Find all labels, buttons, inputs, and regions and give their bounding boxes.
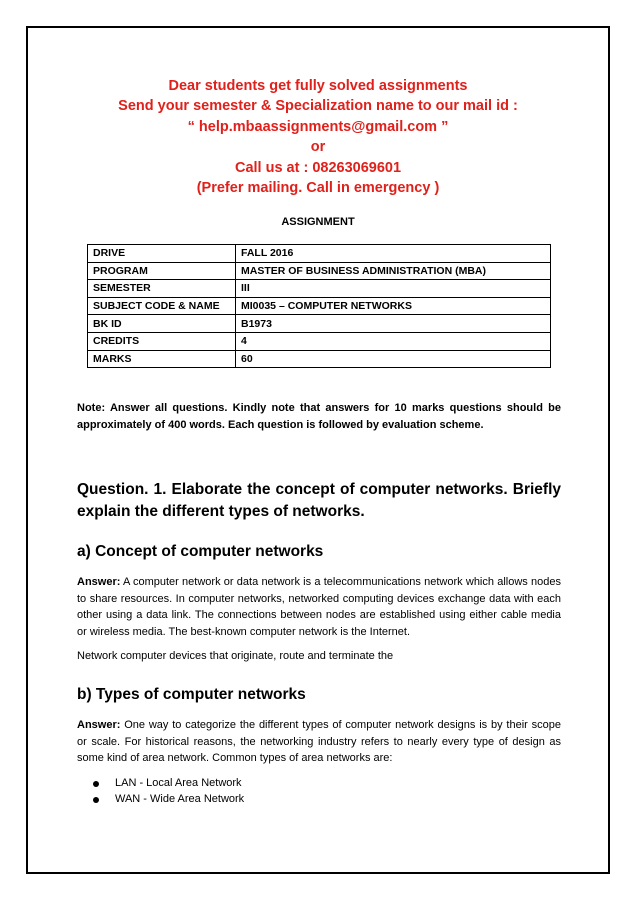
table-value: B1973: [236, 315, 551, 333]
answer-text: One way to categorize the different types of computer network designs is by their scope or scale. For historical reasons, the networking industry refers to nearly every type of design as some kind of area network. Common types of area networks are:: [77, 719, 561, 765]
table-value: MASTER OF BUSINESS ADMINISTRATION (MBA): [236, 262, 551, 280]
section-b-heading: b) Types of computer networks: [77, 686, 306, 703]
section-a-paragraph: Network computer devices that originate, route and terminate the: [77, 650, 394, 662]
table-value: 4: [236, 332, 551, 350]
table-key: SUBJECT CODE & NAME: [88, 297, 236, 315]
table-key: BK ID: [88, 315, 236, 333]
table-value: 60: [236, 350, 551, 368]
assignment-info-table: [87, 244, 551, 368]
table-row: [88, 280, 551, 298]
assignment-title: ASSIGNMENT: [281, 216, 355, 228]
bullet-icon: [93, 797, 99, 803]
answer-label: Answer:: [77, 719, 121, 731]
table-key: CREDITS: [88, 332, 236, 350]
contact-header: [28, 76, 608, 198]
table-key: SEMESTER: [88, 280, 236, 298]
list-item: [93, 792, 244, 808]
network-types-list: [93, 776, 244, 807]
question-1: Question. 1. Elaborate the concept of computer networks. Briefly explain the different types of networks.: [77, 481, 561, 520]
list-item: [93, 776, 244, 792]
bullet-icon: [93, 781, 99, 787]
header-line: (Prefer mailing. Call in emergency ): [196, 180, 440, 197]
section-a-heading: a) Concept of computer networks: [77, 543, 324, 560]
table-value: MI0035 – COMPUTER NETWORKS: [236, 297, 551, 315]
table-key: PROGRAM: [88, 262, 236, 280]
header-line: Send your semester & Specialization name to our mail id :: [118, 98, 518, 115]
table-row: [88, 315, 551, 333]
table-row: [88, 297, 551, 315]
note-text: Note: Answer all questions. Kindly note that answers for 10 marks questions should be approximately of 400 words. Each question is followed by evaluation scheme.: [77, 402, 561, 431]
table-key: MARKS: [88, 350, 236, 368]
table-row: [88, 332, 551, 350]
header-email: “ help.mbaassignments@gmail.com ”: [187, 118, 449, 135]
table-value: FALL 2016: [236, 245, 551, 263]
table-key: DRIVE: [88, 245, 236, 263]
section-a-answer: [77, 574, 561, 641]
answer-text: A computer network or data network is a telecommunications network which allows nodes to share resources. In computer networks, networked computing devices exchange data with each other using a data link. The connections between nodes are established using either cable media or wireless media. The best-known computer network is the Internet.: [77, 576, 561, 639]
section-b-answer: [77, 717, 561, 767]
table-value: III: [236, 280, 551, 298]
table-row: [88, 350, 551, 368]
header-line: Dear students get fully solved assignments: [168, 78, 468, 94]
list-item-text: WAN - Wide Area Network: [115, 792, 245, 805]
header-phone: Call us at : 08263069601: [234, 159, 402, 176]
answer-label: Answer:: [77, 576, 121, 588]
table-row: [88, 262, 551, 280]
table-row: [88, 245, 551, 263]
header-line: or: [310, 139, 326, 156]
list-item-text: LAN - Local Area Network: [115, 777, 242, 789]
